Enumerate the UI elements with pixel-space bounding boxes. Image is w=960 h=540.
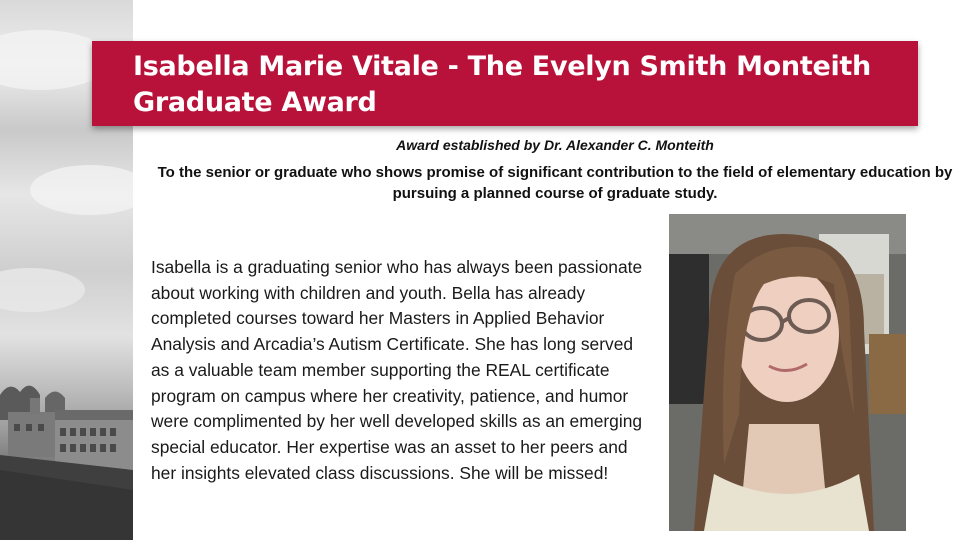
recipient-bio: Isabella is a graduating senior who has always been passionate about working with children and youth. Bella has already completed courses toward her Masters in Applied Behavior Analysis and Arcadia’s Autism Certificate. She has long served as a valuable team member supporting the REAL certificate program on campus where her creativity, patience, and humor were complimented by her well developed skills as an emerging special educator. Her expertise was an asset to her peers and her insights elevated class discussions. She will be missed! — [151, 257, 643, 483]
page-title: Isabella Marie Vitale - The Evelyn Smith Monteith Graduate Award — [133, 51, 871, 118]
award-established-by: Award established by Dr. Alexander C. Monteith — [396, 137, 714, 153]
title-banner — [92, 41, 918, 126]
award-description: To the senior or graduate who shows promise of significant contribution to the field of elementary education by pursuing a planned course of graduate study. — [157, 164, 953, 202]
recipient-portrait — [669, 214, 906, 531]
portrait-image — [669, 214, 906, 531]
